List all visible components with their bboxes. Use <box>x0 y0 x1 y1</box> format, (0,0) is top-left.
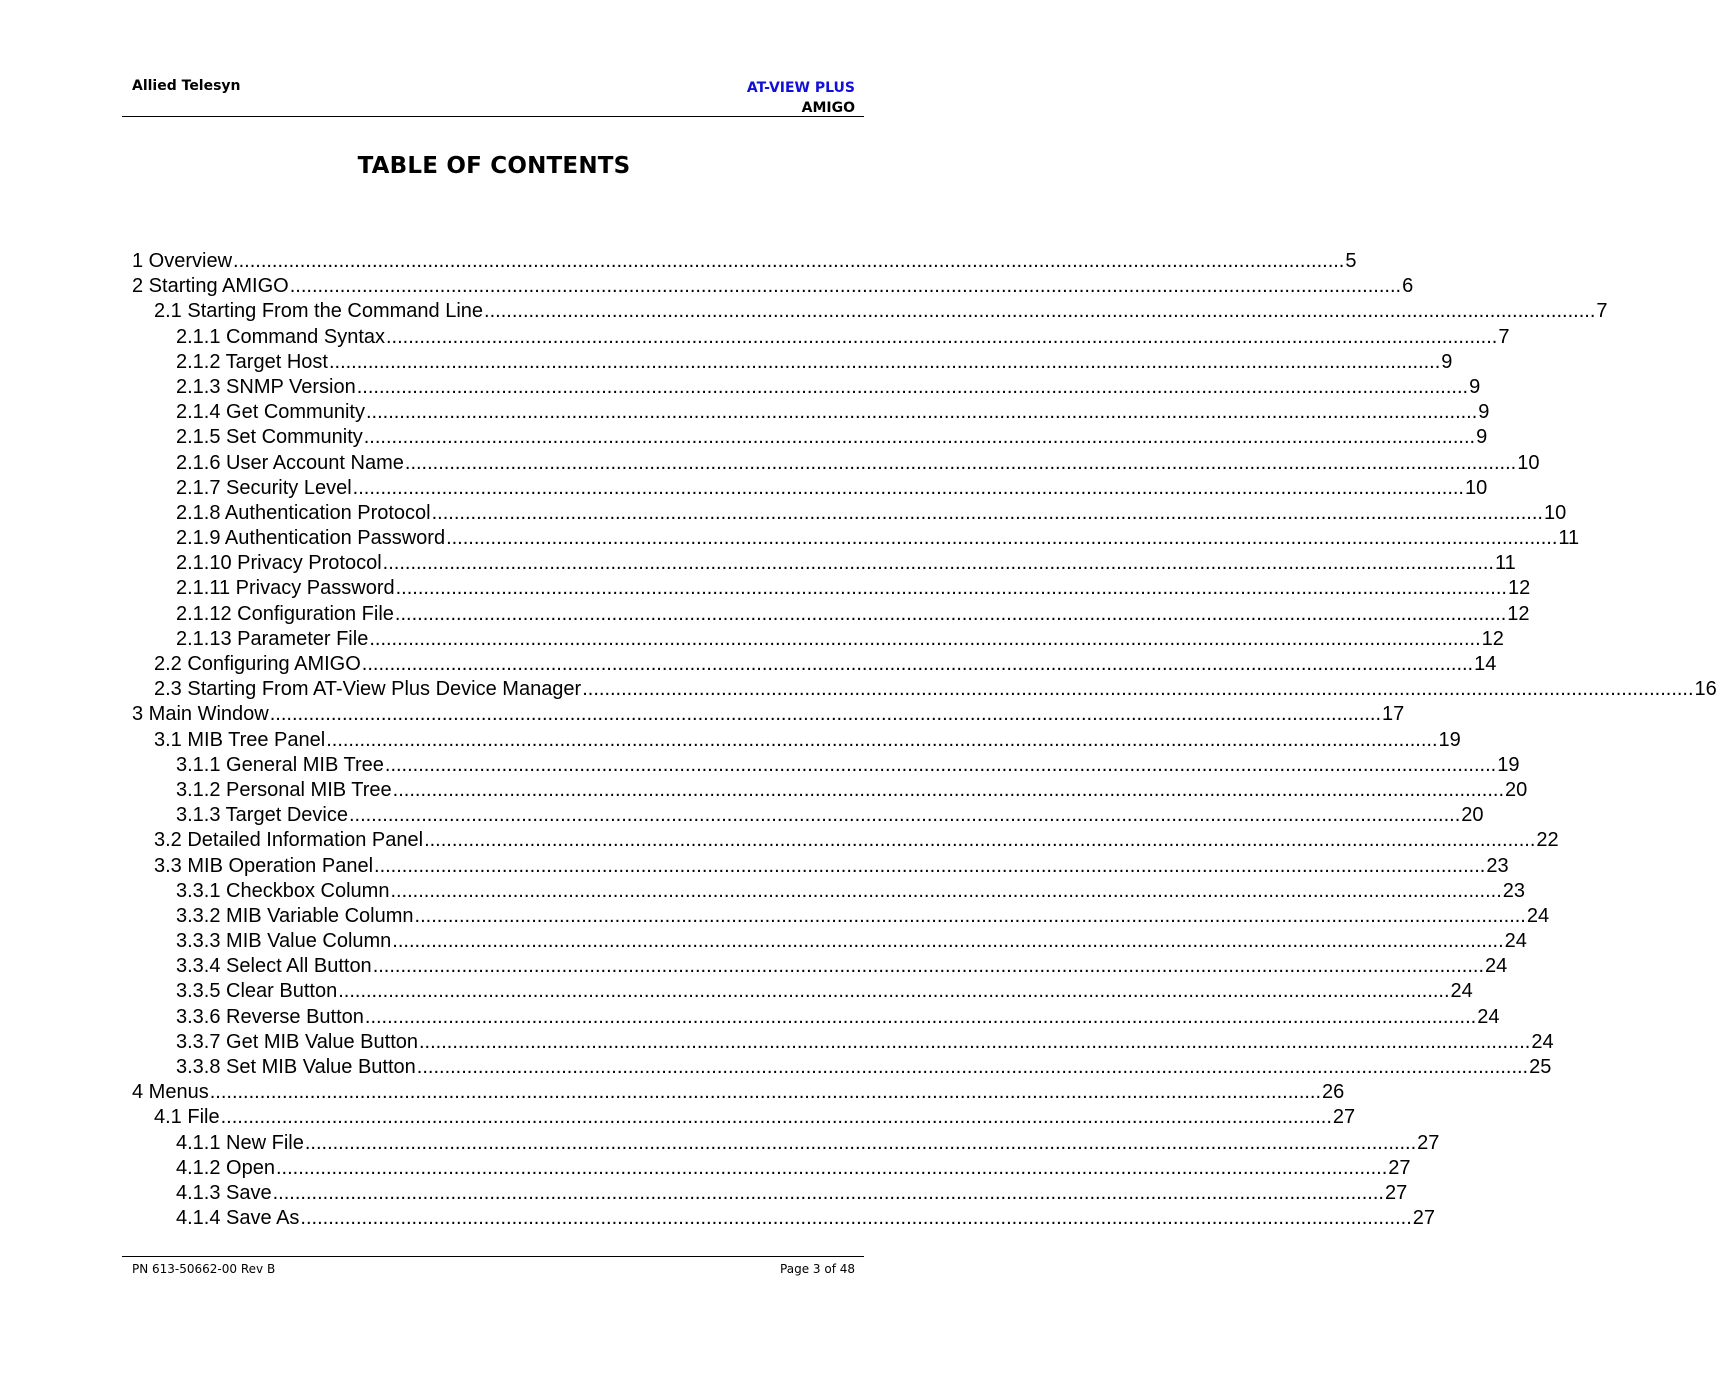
toc-entry[interactable] <box>132 879 1526 904</box>
toc-dot-leader: ........................................................................................................................................................................................................ <box>328 350 1441 373</box>
toc-entry-page: 27 <box>1384 1181 1408 1204</box>
toc-entry[interactable] <box>132 929 1527 954</box>
header-company: Allied Telesyn <box>132 78 241 94</box>
toc-dot-leader: ........................................................................................................................................................................................................ <box>356 375 1469 398</box>
header-product-block <box>747 78 855 118</box>
toc-entry-page: 24 <box>1504 930 1527 953</box>
toc-dot-leader: ........................................................................................................................................................................................................ <box>416 1056 1529 1078</box>
toc-entry-label: 2.1.3 SNMP Version <box>176 375 356 398</box>
toc-entry-page: 23 <box>1486 854 1509 877</box>
toc-entry[interactable] <box>132 979 1473 1004</box>
header-divider <box>122 116 864 117</box>
toc-dot-leader: ........................................................................................................................................................................................................ <box>424 829 1536 852</box>
toc-entry[interactable] <box>132 249 1357 274</box>
toc-entry[interactable] <box>132 274 1414 299</box>
toc-entry[interactable] <box>132 551 1516 576</box>
toc-dot-leader: ........................................................................................................................................................................................................ <box>300 1207 1412 1230</box>
toc-entry-page: 7 <box>1498 325 1510 348</box>
toc-entry-label: 4.1.4 Save As <box>176 1207 300 1230</box>
toc-entry[interactable] <box>132 451 1540 476</box>
toc-entry-page: 10 <box>1517 451 1540 474</box>
toc-entry-page: 27 <box>1388 1156 1411 1179</box>
toc-entry-page: 12 <box>1507 602 1530 625</box>
toc-entry[interactable] <box>132 350 1453 375</box>
toc-entry-page: 19 <box>1438 728 1461 751</box>
header-module: AMIGO <box>801 100 855 116</box>
toc-entry[interactable] <box>132 425 1488 450</box>
toc-entry-page: 17 <box>1382 703 1405 726</box>
toc-entry[interactable] <box>132 753 1520 778</box>
toc-entry-label: 3.3 MIB Operation Panel <box>154 854 374 877</box>
toc-entry-page: 24 <box>1531 1030 1554 1053</box>
toc-dot-leader: ........................................................................................................................................................................................................ <box>382 552 1494 575</box>
toc-dot-leader: ........................................................................................................................................................................................................ <box>446 527 1558 550</box>
toc-dot-leader: ........................................................................................................................................................................................................ <box>386 325 1498 348</box>
toc-entry-label: 2.1.12 Configuration File <box>176 602 394 625</box>
footer-page-info: Page 3 of 48 <box>780 1262 855 1276</box>
toc-entry-page: 24 <box>1450 980 1473 1003</box>
toc-dot-leader: ........................................................................................................................................................................................................ <box>365 401 1478 424</box>
toc-entry[interactable] <box>132 627 1504 652</box>
toc-dot-leader: ........................................................................................................................................................................................................ <box>372 955 1485 978</box>
toc-entry[interactable] <box>132 1156 1411 1181</box>
toc-entry-page: 12 <box>1481 627 1504 650</box>
toc-entry[interactable] <box>132 904 1550 929</box>
toc-entry[interactable] <box>132 803 1484 828</box>
toc-dot-leader: ........................................................................................................................................................................................................ <box>269 703 1382 726</box>
toc-entry[interactable] <box>132 400 1490 425</box>
toc-entry-label: 3.1.2 Personal MIB Tree <box>176 778 392 801</box>
toc-dot-leader: ........................................................................................................................................................................................................ <box>220 1106 1332 1129</box>
toc-entry[interactable] <box>132 325 1510 350</box>
toc-entry[interactable] <box>132 1131 1440 1156</box>
toc-entry[interactable] <box>132 526 1580 551</box>
toc-entry-label: 3.3.8 Set MIB Value Button <box>176 1056 416 1078</box>
toc-entry[interactable] <box>132 476 1488 501</box>
toc-dot-leader: ........................................................................................................................................................................................................ <box>361 653 1474 675</box>
toc-entry[interactable] <box>132 375 1481 400</box>
toc-dot-leader: ........................................................................................................................................................................................................ <box>582 678 1694 701</box>
toc-entry-page: 24 <box>1526 904 1550 927</box>
toc-dot-leader: ........................................................................................................................................................................................................ <box>369 627 1481 650</box>
toc-entry-label: 2.1.8 Authentication Protocol <box>176 501 431 524</box>
page-title: TABLE OF CONTENTS <box>357 153 631 179</box>
toc-entry-label: 3.3.6 Reverse Button <box>176 1005 364 1028</box>
toc-entry[interactable] <box>132 1206 1435 1231</box>
toc-entry[interactable] <box>132 1105 1356 1130</box>
toc-entry[interactable] <box>132 652 1497 677</box>
toc-dot-leader: ........................................................................................................................................................................................................ <box>404 451 1517 474</box>
toc-entry-label: 3.3.3 MIB Value Column <box>176 930 392 953</box>
toc-dot-leader: ........................................................................................................................................................................................................ <box>484 300 1596 323</box>
table-of-contents <box>132 249 1717 1231</box>
toc-entry-page: 9 <box>1469 375 1481 398</box>
toc-entry-label: 3.3.1 Checkbox Column <box>176 879 390 902</box>
toc-entry-label: 2 Starting AMIGO <box>132 275 289 298</box>
toc-entry-label: 4 Menus <box>132 1081 209 1104</box>
toc-entry-label: 2.1.1 Command Syntax <box>176 325 385 348</box>
toc-entry-label: 3.1.3 Target Device <box>176 804 348 827</box>
toc-entry-label: 4.1 File <box>154 1106 220 1129</box>
toc-entry-page: 26 <box>1322 1081 1345 1104</box>
toc-entry[interactable] <box>132 602 1530 627</box>
toc-entry-label: 3.1.1 General MIB Tree <box>176 753 384 776</box>
toc-entry[interactable] <box>132 954 1508 979</box>
toc-entry-page: 27 <box>1332 1106 1356 1129</box>
toc-dot-leader: ........................................................................................................................................................................................................ <box>363 426 1476 449</box>
toc-entry-page: 24 <box>1477 1005 1500 1028</box>
toc-entry-page: 22 <box>1536 829 1559 852</box>
toc-entry-page: 9 <box>1441 350 1453 373</box>
toc-dot-leader: ........................................................................................................................................................................................................ <box>326 728 1438 751</box>
toc-entry-page: 25 <box>1529 1056 1552 1078</box>
toc-entry-page: 10 <box>1543 501 1567 524</box>
toc-entry-page: 14 <box>1474 653 1497 675</box>
footer-part-number: PN 613-50662-00 Rev B <box>132 1262 276 1276</box>
toc-entry-label: 3.3.5 Clear Button <box>176 980 338 1003</box>
footer-divider <box>122 1256 864 1257</box>
toc-entry[interactable] <box>132 677 1717 702</box>
toc-entry[interactable] <box>132 1055 1552 1080</box>
toc-entry-page: 9 <box>1478 401 1490 424</box>
toc-entry-label: 3.3.7 Get MIB Value Button <box>176 1030 418 1053</box>
toc-entry[interactable] <box>132 778 1528 803</box>
toc-entry-label: 2.3 Starting From AT-View Plus Device Manager <box>154 678 582 701</box>
toc-entry-page: 24 <box>1485 955 1508 978</box>
toc-entry-label: 3.1 MIB Tree Panel <box>154 728 326 751</box>
toc-entry[interactable] <box>132 1181 1408 1206</box>
toc-dot-leader: ........................................................................................................................................................................................................ <box>364 1005 1477 1028</box>
toc-entry-label: 2.1.13 Parameter File <box>176 627 369 650</box>
toc-entry-page: 9 <box>1476 426 1488 449</box>
toc-entry-page: 6 <box>1402 275 1414 298</box>
toc-entry[interactable] <box>132 576 1531 601</box>
toc-entry-page: 11 <box>1558 527 1580 550</box>
toc-dot-leader: ........................................................................................................................................................................................................ <box>338 980 1450 1003</box>
toc-entry-page: 27 <box>1412 1207 1435 1230</box>
toc-entry-label: 3.3.2 MIB Variable Column <box>176 904 414 927</box>
toc-entry-label: 2.1.6 User Account Name <box>176 451 404 474</box>
toc-entry-page: 20 <box>1505 778 1528 801</box>
toc-dot-leader: ........................................................................................................................................................................................................ <box>275 1156 1388 1179</box>
toc-dot-leader: ........................................................................................................................................................................................................ <box>431 501 1543 524</box>
toc-entry-label: 2.1.7 Security Level <box>176 476 352 499</box>
header-product: AT-VIEW PLUS <box>746 80 855 96</box>
toc-entry-label: 2.1.2 Target Host <box>176 350 328 373</box>
toc-dot-leader: ........................................................................................................................................................................................................ <box>304 1131 1417 1154</box>
toc-dot-leader: ........................................................................................................................................................................................................ <box>233 250 1345 272</box>
toc-entry[interactable] <box>132 1080 1345 1105</box>
toc-entry-page: 16 <box>1694 678 1717 701</box>
toc-entry-label: 4.1.2 Open <box>176 1156 275 1179</box>
toc-dot-leader: ........................................................................................................................................................................................................ <box>374 854 1486 877</box>
toc-entry-page: 11 <box>1494 552 1516 575</box>
toc-entry-label: 2.1.9 Authentication Password <box>176 527 446 550</box>
toc-entry-page: 27 <box>1417 1131 1440 1154</box>
toc-entry[interactable] <box>132 854 1509 879</box>
toc-entry-label: 3 Main Window <box>132 703 269 726</box>
toc-entry-label: 3.3.4 Select All Button <box>176 955 372 978</box>
toc-entry-label: 2.1.11 Privacy Password <box>176 577 395 600</box>
toc-dot-leader: ........................................................................................................................................................................................................ <box>289 275 1402 298</box>
toc-dot-leader: ........................................................................................................................................................................................................ <box>384 753 1497 776</box>
toc-entry[interactable] <box>132 702 1405 727</box>
toc-entry-page: 12 <box>1507 577 1531 600</box>
toc-entry-page: 20 <box>1461 804 1484 827</box>
toc-entry-label: 2.1.4 Get Community <box>176 401 365 424</box>
toc-entry-page: 23 <box>1502 879 1526 902</box>
toc-dot-leader: ........................................................................................................................................................................................................ <box>395 577 1507 600</box>
toc-entry-label: 2.1 Starting From the Command Line <box>154 300 484 323</box>
toc-entry-page: 19 <box>1497 753 1520 776</box>
toc-entry[interactable] <box>132 828 1559 853</box>
toc-entry-label: 3.2 Detailed Information Panel <box>154 829 424 852</box>
toc-dot-leader: ........................................................................................................................................................................................................ <box>390 879 1502 902</box>
toc-entry-label: 4.1.1 New File <box>176 1131 304 1154</box>
toc-entry-label: 2.2 Configuring AMIGO <box>154 653 361 675</box>
toc-entry-label: 2.1.10 Privacy Protocol <box>176 552 382 575</box>
toc-entry[interactable] <box>132 1005 1500 1030</box>
toc-dot-leader: ........................................................................................................................................................................................................ <box>352 476 1464 499</box>
toc-dot-leader: ........................................................................................................................................................................................................ <box>209 1081 1322 1104</box>
toc-dot-leader: ........................................................................................................................................................................................................ <box>392 930 1504 953</box>
toc-dot-leader: ........................................................................................................................................................................................................ <box>348 804 1461 827</box>
toc-entry-label: 1 Overview <box>132 250 233 272</box>
toc-entry-page: 5 <box>1345 250 1357 272</box>
toc-entry-page: 7 <box>1596 300 1608 323</box>
toc-entry[interactable] <box>132 728 1461 753</box>
toc-entry-label: 4.1.3 Save <box>176 1181 272 1204</box>
toc-entry[interactable] <box>132 299 1608 324</box>
toc-dot-leader: ........................................................................................................................................................................................................ <box>414 904 1526 927</box>
toc-dot-leader: ........................................................................................................................................................................................................ <box>394 602 1507 625</box>
toc-entry[interactable] <box>132 1030 1554 1055</box>
toc-entry[interactable] <box>132 501 1567 526</box>
toc-dot-leader: ........................................................................................................................................................................................................ <box>392 778 1504 801</box>
toc-dot-leader: ........................................................................................................................................................................................................ <box>419 1030 1531 1053</box>
toc-entry-page: 10 <box>1464 476 1488 499</box>
toc-entry-label: 2.1.5 Set Community <box>176 426 363 449</box>
toc-dot-leader: ........................................................................................................................................................................................................ <box>272 1181 1384 1204</box>
